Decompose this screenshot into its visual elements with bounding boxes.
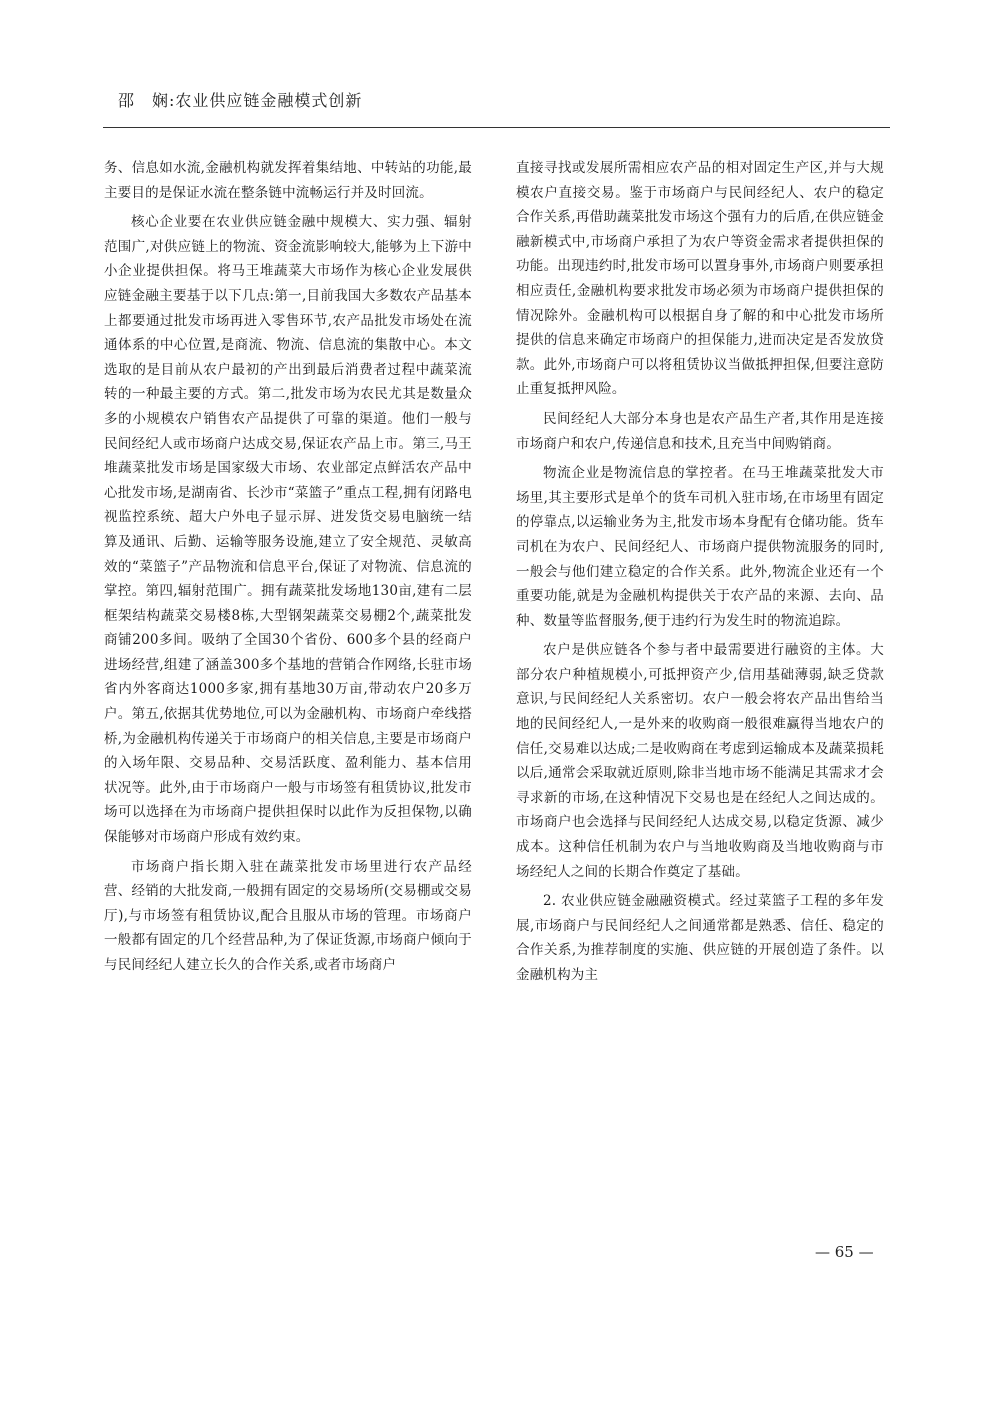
paragraph: 核心企业要在农业供应链金融中规模大、实力强、辐射范围广,对供应链上的物流、资金流影响较大,能够为上下游中小企业提供担保。将马王堆蔬菜大市场作为核心企业发展供应链金融主要基于以下几点:第一,目前我国大多数农产品基本上都要通过批发市场再进入零售环节,农产品批发市场处在流通体系的中心位置,是商流、物流、信息流的集散中心。本文选取的是目前从农户最初的产出到最后消费者过程中蔬菜流转的一种最主要的方式。第二,批发市场为农民尤其是数量众多的小规模农户销售农产品提供了可靠的渠道。他们一般与民间经纪人或市场商户达成交易,保证农产品上市。第三,马王堆蔬菜批发市场是国家级大市场、农业部定点鲜活农产品中心批发市场,是湖南省、长沙市“菜篮子”重点工程,拥有闭路电视监控系统、超大户外电子显示屏、进发货交易电脑统一结算及通讯、后勤、运输等服务设施,建立了安全规范、灵敏高效的“菜篮子”产品物流和信息平台,保证了对物流、信息流的掌控。第四,辐射范围广。拥有蔬菜批发场地130亩,建有二层框架结构蔬菜交易楼8栋,大型钢架蔬菜交易棚2个,蔬菜批发商铺200多间。吸纳了全国30个省份、600多个县的经商户进场经营,组建了涵盖300多个基地的营销合作网络,长驻市场省内外客商达1000多家,拥有基地30万亩,带动农户20多万户。第五,依据其优势地位,可以为金融机构、市场商户牵线搭桥,为金融机构传递关于市场商户的相关信息,主要是市场商户的入场年限、交易品种、交易活跃度、盈利能力、基本信用状况等。此外,由于市场商户一般与市场签有租赁协议,批发市场可以选择在为市场商户提供担保时以此作为反担保物,以确保能够对市场商户形成有效约束。 (104, 214, 472, 846)
paragraph: 务、信息如水流,金融机构就发挥着集结地、中转站的功能,最主要目的是保证水流在整条链中流畅运行并及时回流。 (104, 160, 472, 201)
header-rule (103, 127, 890, 128)
running-head: 邵 娴:农业供应链金融模式创新 (118, 91, 363, 110)
paragraph: 市场商户指长期入驻在蔬菜批发市场里进行农产品经营、经销的大批发商,一般拥有固定的交易场所(交易棚或交易厅),与市场签有租赁协议,配合且服从市场的管理。市场商户一般都有固定的几个经营品种,为了保证货源,市场商户倾向于与民间经纪人建立长久的合作关系,或者市场商户 (104, 858, 472, 973)
right-column (516, 156, 884, 993)
paragraph: 农户是供应链各个参与者中最需要进行融资的主体。大部分农户种植规模小,可抵押资产少,信用基础薄弱,缺乏贷款意识,与民间经纪人关系密切。农户一般会将农产品出售给当地的民间经纪人,一是外来的收购商一般很难赢得当地农户的信任,交易难以达成;二是收购商在考虑到运输成本及蔬菜损耗以后,通常会采取就近原则,除非当地市场不能满足其需求才会寻求新的市场,在这种情况下交易也是在经纪人之间达成的。市场商户也会选择与民间经纪人达成交易,以稳定货源、减少成本。这种信任机制为农户与当地收购商及当地收购商与市场经纪人之间的长期合作奠定了基础。 (516, 642, 884, 880)
left-column (104, 156, 472, 983)
paragraph: 民间经纪人大部分本身也是农产品生产者,其作用是连接市场商户和农户,传递信息和技术,且充当中间购销商。 (516, 410, 884, 452)
paragraph: 2. 农业供应链金融融资模式。经过菜篮子工程的多年发展,市场商户与民间经纪人之间通常都是熟悉、信任、稳定的合作关系,为推荐制度的实施、供应链的开展创造了条件。以金融机构为主 (516, 893, 884, 983)
paragraph: 直接寻找或发展所需相应农产品的相对固定生产区,并与大规模农户直接交易。鉴于市场商户与民间经纪人、农户的稳定合作关系,再借助蔬菜批发市场这个强有力的后盾,在供应链金融新模式中,市场商户承担了为农户等资金需求者提供担保的功能。出现违约时,批发市场可以置身事外,市场商户则要承担相应责任,金融机构要求批发市场必须为市场商户提供担保的情况除外。金融机构可以根据自身了解的和中心批发市场所提供的信息来确定市场商户的担保能力,进而决定是否发放贷款。此外,市场商户可以将租赁协议当做抵押担保,但要注意防止重复抵押风险。 (516, 160, 884, 398)
paragraph: 物流企业是物流信息的掌控者。在马王堆蔬菜批发大市场里,其主要形式是单个的货车司机入驻市场,在市场里有固定的停靠点,以运输业务为主,批发市场本身配有仓储功能。货车司机在为农户、民间经纪人、市场商户提供物流服务的同时,一般会与他们建立稳定的合作关系。此外,物流企业还有一个重要功能,就是为金融机构提供关于农产品的来源、去向、品种、数量等监督服务,便于违约行为发生时的物流追踪。 (516, 465, 884, 629)
page-number: — 65 — (815, 1243, 874, 1261)
